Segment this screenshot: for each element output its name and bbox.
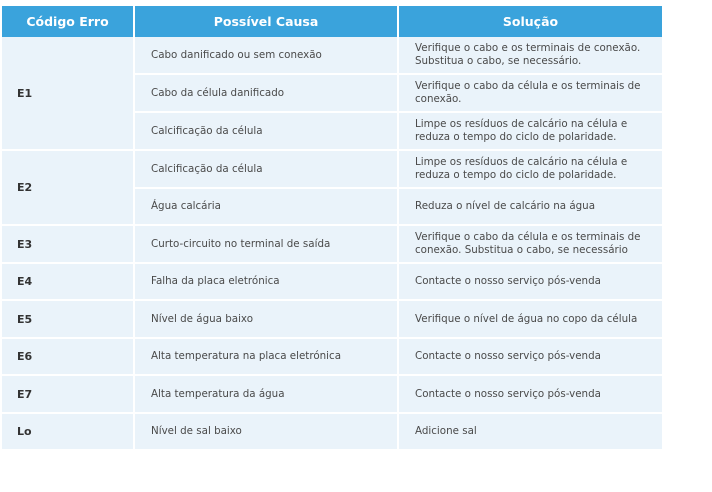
table-row <box>2 226 662 264</box>
header-code: Código Erro <box>2 6 135 37</box>
error-code-cell: E6 <box>2 339 135 376</box>
error-code-cell: E7 <box>2 376 135 414</box>
table-header <box>2 6 662 37</box>
solution-cell: Verifique o cabo e os terminais de conexão. Substitua o cabo, se necessário. <box>399 37 662 75</box>
cause-cell: Alta temperatura da água <box>135 376 399 414</box>
cause-cell: Alta temperatura na placa eletrónica <box>135 339 399 376</box>
table-row <box>2 151 662 189</box>
solution-cell: Limpe os resíduos de calcário na célula e reduza o tempo do ciclo de polaridade. <box>399 151 662 189</box>
cause-cell: Calcificação da célula <box>135 113 399 151</box>
table-row <box>2 376 662 414</box>
error-code-cell: E2 <box>2 151 135 226</box>
cause-cell: Nível de água baixo <box>135 301 399 339</box>
header-solution: Solução <box>399 6 662 37</box>
table-row <box>2 37 662 75</box>
header-cause: Possível Causa <box>135 6 399 37</box>
error-code-cell: Lo <box>2 414 135 451</box>
solution-cell: Contacte o nosso serviço pós-venda <box>399 339 662 376</box>
cause-cell: Nível de sal baixo <box>135 414 399 451</box>
cause-cell: Curto-circuito no terminal de saída <box>135 226 399 264</box>
solution-cell: Contacte o nosso serviço pós-venda <box>399 264 662 301</box>
table-row <box>2 264 662 301</box>
table-row <box>2 339 662 376</box>
error-code-cell: E3 <box>2 226 135 264</box>
error-code-cell: E4 <box>2 264 135 301</box>
solution-cell: Verifique o cabo da célula e os terminais de conexão. Substitua o cabo, se necessário <box>399 226 662 264</box>
table-row <box>2 414 662 451</box>
error-code-table <box>2 6 662 451</box>
solution-cell: Adicione sal <box>399 414 662 451</box>
solution-cell: Reduza o nível de calcário na água <box>399 189 662 226</box>
solution-cell: Verifique o cabo da célula e os terminais de conexão. <box>399 75 662 113</box>
error-code-cell: E5 <box>2 301 135 339</box>
cause-cell: Cabo da célula danificado <box>135 75 399 113</box>
cause-cell: Calcificação da célula <box>135 151 399 189</box>
solution-cell: Limpe os resíduos de calcário na célula e reduza o tempo do ciclo de polaridade. <box>399 113 662 151</box>
solution-cell: Verifique o nível de água no copo da célula <box>399 301 662 339</box>
table-row <box>2 301 662 339</box>
solution-cell: Contacte o nosso serviço pós-venda <box>399 376 662 414</box>
cause-cell: Água calcária <box>135 189 399 226</box>
table-body <box>2 37 662 451</box>
cause-cell: Cabo danificado ou sem conexão <box>135 37 399 75</box>
error-code-cell: E1 <box>2 37 135 151</box>
header-row <box>2 6 662 37</box>
cause-cell: Falha da placa eletrónica <box>135 264 399 301</box>
